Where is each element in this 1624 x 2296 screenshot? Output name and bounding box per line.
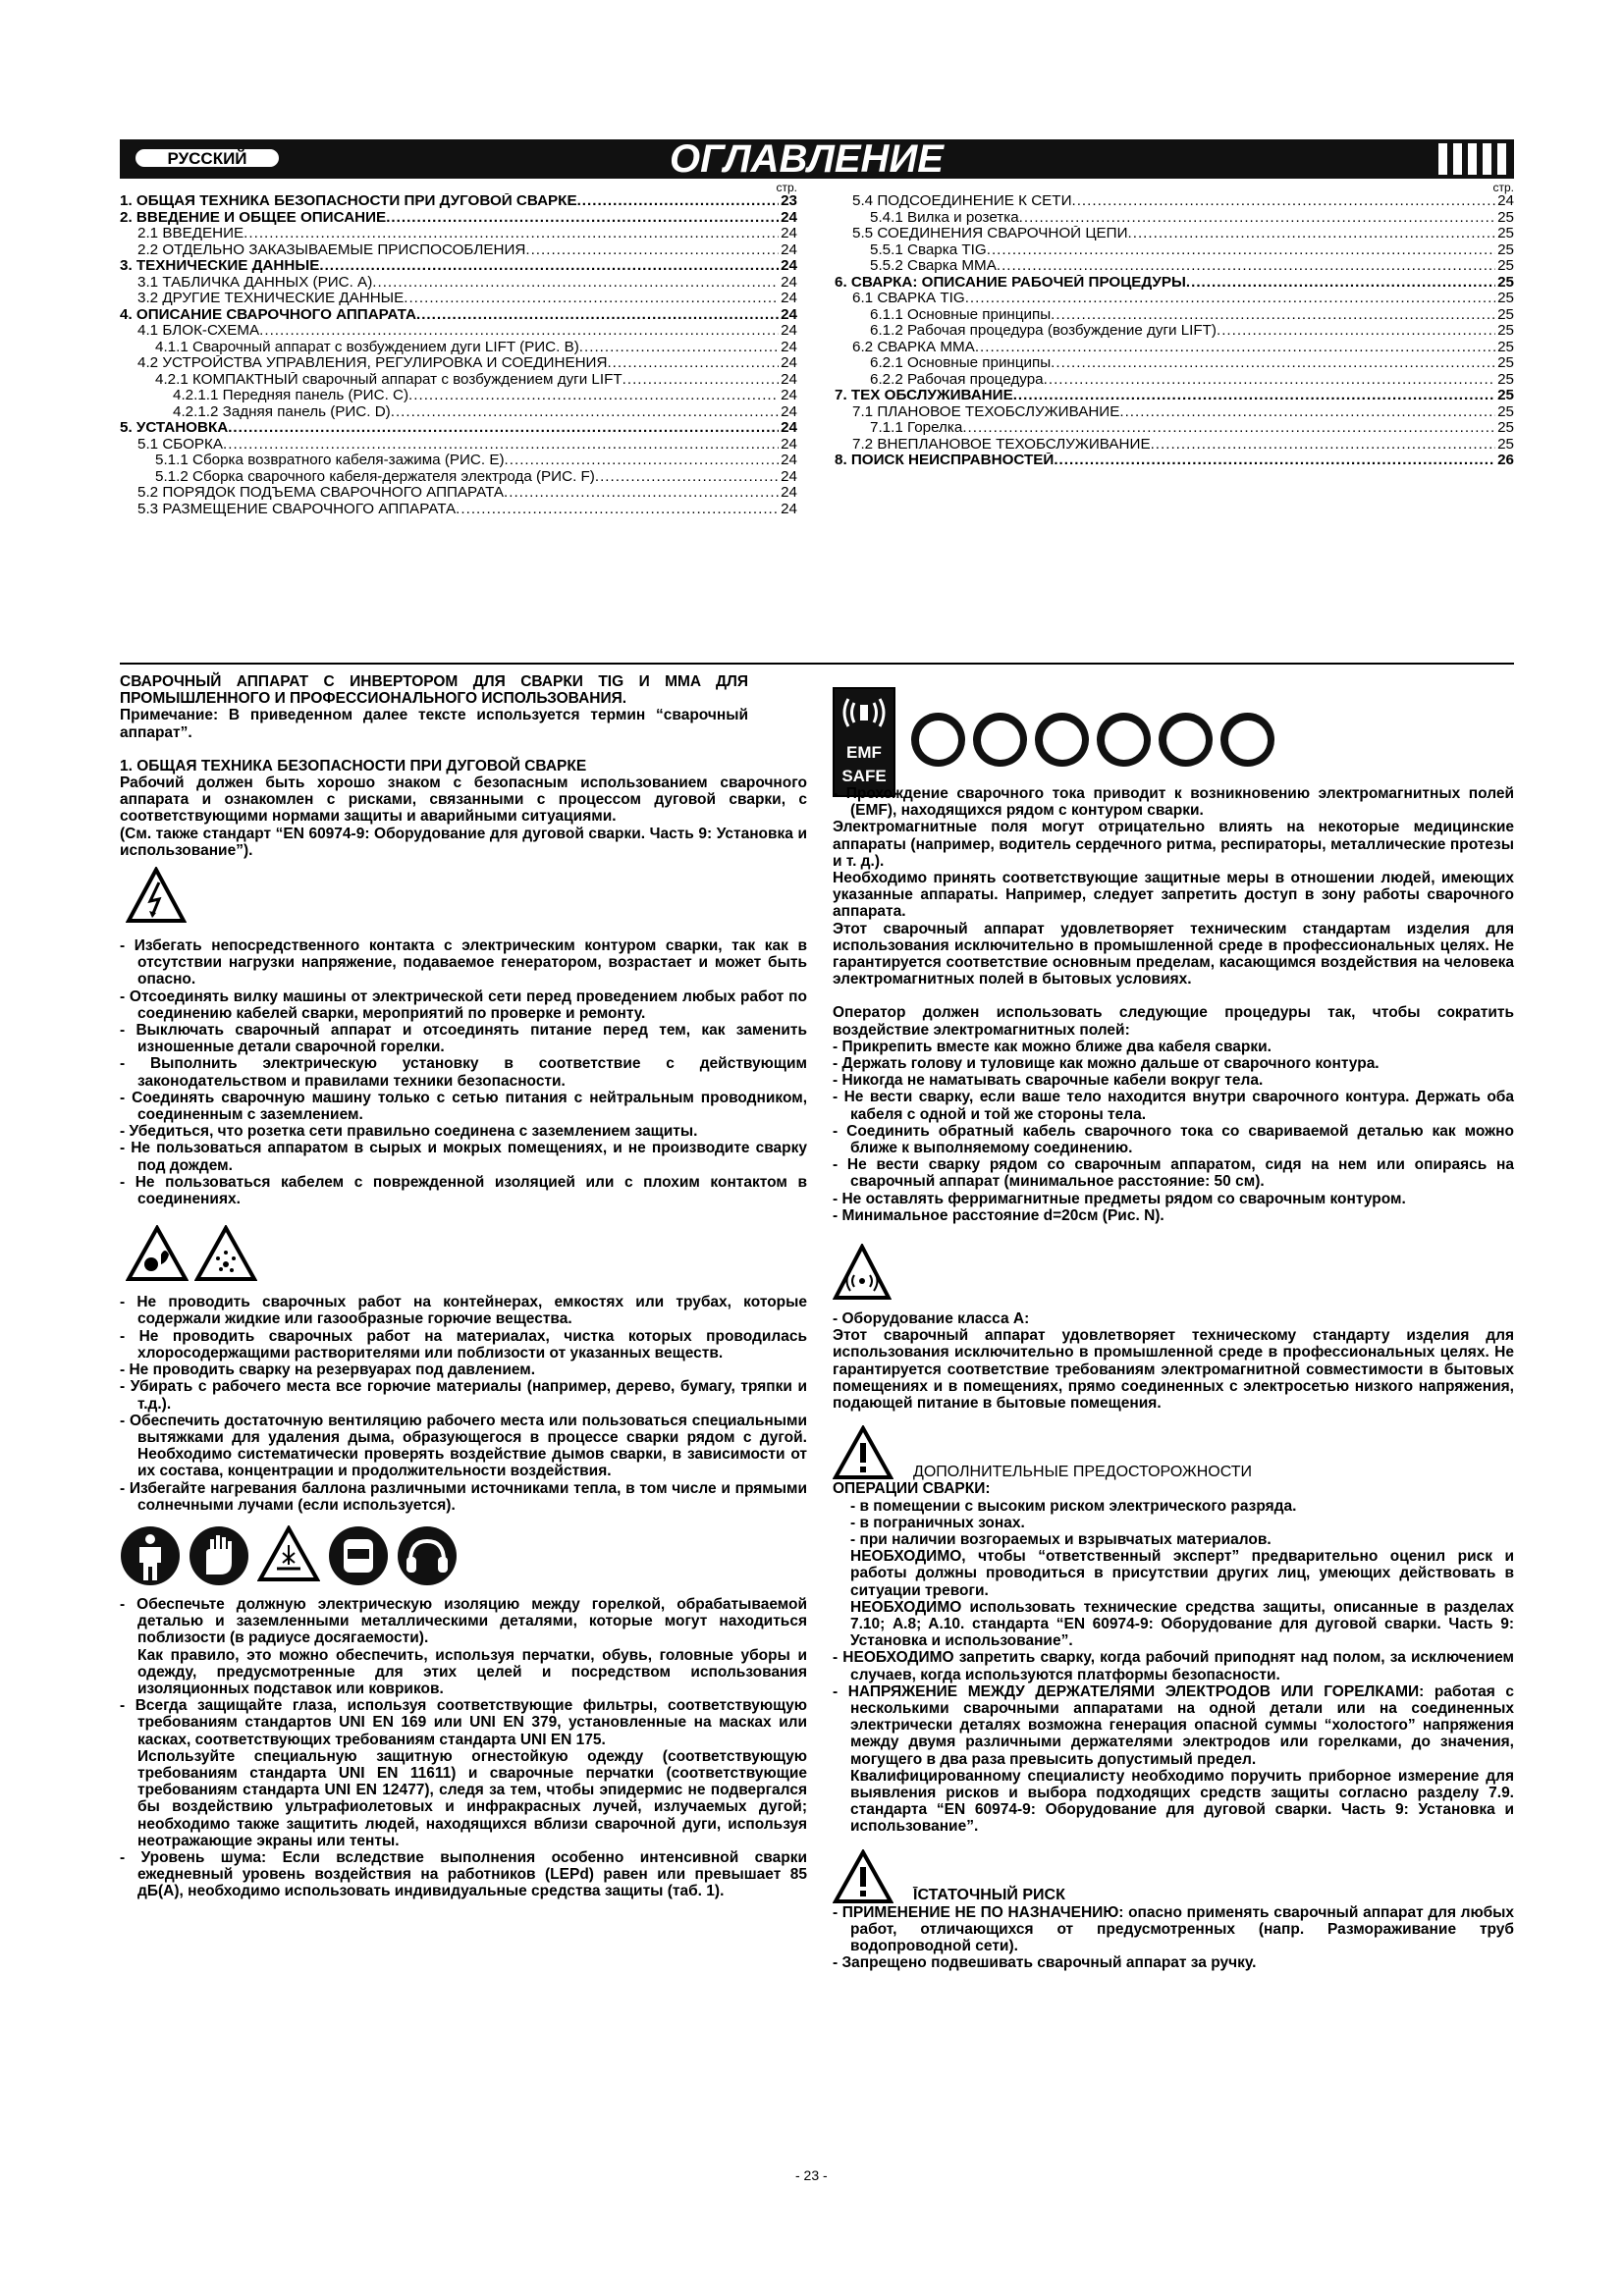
toc-leader-dots [505,453,780,469]
toc-entry [835,323,1514,340]
toc-entry [120,226,797,242]
toc-entry-title: 4. ОПИСАНИЕ СВАРОЧНОГО АППАРАТА [120,306,416,323]
toc-leader-dots [244,226,779,242]
fire-explosion-warning-icons [126,1225,807,1288]
toc-entry-title: 6.2.1 Основные принципы [870,355,1052,371]
toc-entry-title: 5.5 СОЕДИНЕНИЯ СВАРОЧНОЙ ЦЕПИ [852,226,1128,241]
page-title: ОГЛАВЛЕНИЕ [670,137,944,181]
electrical-safety-list [120,937,807,1207]
toc-entry-title: 6. СВАРКА: ОПИСАНИЕ РАБОЧЕЙ ПРОЦЕДУРЫ [835,274,1186,291]
toc-leader-dots [962,420,1495,437]
toc-leader-dots [1128,226,1496,242]
toc-entry-page: 25 [1497,209,1514,226]
toc-entry-page: 25 [1497,436,1514,453]
toc-leader-dots [1119,404,1495,421]
list-item: - Не проводить сварочных работ на материалах, чистка которых проводилась хлоросодержащими растворителями или поблизости от указанных веществ. [120,1327,807,1362]
toc-entry-page: 24 [781,485,797,501]
ppe-paragraph-1: - Обеспечьте должную электрическую изоляцию между горелкой, обрабатываемой деталью и заземленными металлическими деталями, которые могут находиться поблизости (в радиусе досягаемости). [120,1595,807,1647]
toc-entry [120,453,797,469]
toc-leader-dots [416,307,779,324]
toc-entry-title: 7.2 ВНЕПЛАНОВОЕ ТЕХОБСЛУЖИВАНИЕ [852,436,1151,453]
divider [120,663,1514,665]
toc-page-label: стр. [1492,181,1514,194]
toc-entry [835,275,1514,292]
toc-entry [120,307,797,324]
list-item: - Убирать с рабочего места все горючие материалы (например, дерево, бумагу, тряпки и т.д.). [120,1378,807,1413]
toc-entry-page: 25 [1497,241,1514,258]
ppe-paragraph-2: - Всегда защищайте глаза, используя соответствующие фильтры, соответствующую требованиям стандартов UNI EN 169 или UNI EN 379, установленные на масках или касках, соответствующих требованиям стандарта UNI EN 175. [120,1697,807,1748]
emf-paragraph-1: - Прохождение сварочного тока приводит к возникновению электромагнитных полей (EMF), находящихся рядом с контуром сварки. [833,785,1514,820]
list-item: - Не проводить сварку на резервуарах под давлением. [120,1362,536,1379]
toc-leader-dots [1186,275,1495,292]
toc-entry-page: 24 [781,355,797,371]
toc-entry [120,469,797,486]
toc-entry-title: 5. УСТАНОВКА [120,420,229,436]
list-item: - Соединить обратный кабель сварочного тока со свариваемой деталью как можно ближе к выполняемому соединению. [833,1122,1514,1157]
toc-entry [835,372,1514,389]
toc-entry-page: 24 [781,274,797,291]
list-item: - Избегать непосредственного контакта с электрическим контуром сварки, так как в отсутствии нагрузки напряжение, подаваемое генератором, возрастает и может быть опасно. [120,937,807,988]
toc-entry-page: 24 [781,388,797,403]
list-item: - Прикрепить вместе как можно ближе два кабеля сварки. [833,1038,1272,1055]
toc-entry-title: 5.4 ПОДСОЕДИНЕНИЕ К СЕТИ [852,193,1072,209]
extra-precautions-subtitle: ОПЕРАЦИИ СВАРКИ: [833,1480,991,1498]
operator-paragraph: Оператор должен использовать следующие процедуры так, чтобы сократить воздействие электромагнитных полей: [833,1004,1514,1039]
toc-entry-page: 25 [1497,226,1514,241]
toc-leader-dots [1051,307,1495,324]
toc-right-column [835,183,1514,469]
toc-entry-title: 5.1.1 Сборка возвратного кабеля-зажима (РИС. E) [155,453,505,468]
extra-paragraph-3: - НЕОБХОДИМО запретить сварку, когда рабочий приподнят над полом, за исключением случаев, когда используются платформы безопасности. [833,1649,1514,1683]
language-badge: РУССКИЙ [134,147,281,169]
prohibition-icon [1097,713,1151,767]
toc-entry [835,388,1514,404]
toc-leader-dots [623,372,779,389]
toc-entry-page: 24 [781,468,797,485]
toc-entry [120,258,797,275]
toc-entry-page: 24 [781,306,797,323]
toc-entry [835,437,1514,454]
toc-entry-page: 25 [1497,291,1514,306]
list-item: - Не пользоваться аппаратом в сырых и мокрых помещениях, и не производите сварку под дождем. [120,1140,807,1174]
toc-entry-title: 2. ВВЕДЕНИЕ И ОБЩЕЕ ОПИСАНИЕ [120,209,387,226]
list-item: - Отсоединять вилку машины от электрической сети перед проведением любых работ по соединению кабелей сварки, мероприятий по проверке и ремонту. [120,988,807,1022]
toc-entry [835,307,1514,324]
toc-leader-dots [386,210,779,227]
toc-left-column [120,183,797,517]
toc-entry-title: 1. ОБЩАЯ ТЕХНИКА БЕЗОПАСНОСТИ ПРИ ДУГОВОЙ СВАРКЕ [120,193,577,209]
toc-entry [835,355,1514,372]
emf-paragraph-3: Необходимо принять соответствующие защитные меры в отношении людей, имеющих указанные аппараты. Например, следует запретить доступ в зону работы сварочного аппарата. [833,870,1514,921]
toc-entry [120,372,797,389]
prohibition-icon [973,713,1027,767]
toc-entry [120,323,797,340]
toc-leader-dots [997,258,1495,275]
toc-entry-page: 25 [1497,323,1514,339]
list-item: - Не пользоваться кабелем с поврежденной изоляцией или с плохим контактом в соединениях. [120,1173,807,1208]
toc-entry [835,340,1514,356]
toc-entry [120,388,797,404]
toc-entry-title: 8. ПОИСК НЕИСПРАВНОСТЕЙ [835,453,1055,468]
toc-entry [835,404,1514,421]
toc-entry-page: 25 [1497,371,1514,388]
toc-entry-page: 24 [1497,193,1514,209]
toc-leader-dots [372,275,779,292]
toc-leader-dots [965,291,1495,307]
toc-leader-dots [1217,323,1495,340]
list-item: - Держать голову и туловище как можно дальше от сварочного контура. [833,1055,1380,1073]
toc-entry-title: 6.1.2 Рабочая процедура (возбуждение дуги LIFT) [870,323,1217,339]
extra-paragraph-1: НЕОБХОДИМО, чтобы “ответственный эксперт” предварительно оценил риск и работы должны проводиться в присутствии других лиц, умеющих действовать в ситуации тревоги. [850,1548,1514,1599]
toc-leader-dots [1151,437,1496,454]
toc-entry-title: 5.1 СБОРКА [137,436,224,453]
intro-note: Примечание: В приведенном далее тексте используется термин “сварочный аппарат”. [120,707,748,741]
prohibition-signs [911,713,1274,767]
emf-paragraph-2: Электромагнитные поля могут отрицательно влиять на некоторые медицинские аппараты (например, водитель сердечного ритма, респираторы, металлические протезы и т. д.). [833,819,1514,870]
prohibition-icon [911,713,965,767]
toc-entry-page: 24 [781,241,797,258]
toc-leader-dots [1054,453,1495,469]
toc-leader-dots [1051,355,1495,372]
toc-entry-title: 6.1.1 Основные принципы [870,306,1052,323]
noise-paragraph: - Уровень шума: Если вследствие выполнения особенно интенсивной сварки ежедневный уровень воздействия на работников (LEPd) равен или превышает 85 дБ(A), необходимо использовать индивидуальные средства защиты (таб. 1). [120,1848,807,1900]
caution-icon [833,1849,893,1904]
toc-entry [120,291,797,307]
emf-safe-icon [833,687,895,797]
toc-entry [120,210,797,227]
toc-entry-page: 25 [1497,339,1514,355]
ppe-paragraph-1b: Как правило, это можно обеспечить, используя перчатки, обувь, головные уборы и одежду, предусмотренные для этих целей и посредством использования изоляционных подставок или ковриков. [137,1646,807,1697]
toc-entry-page: 24 [781,291,797,306]
intro-title: СВАРОЧНЫЙ АППАРАТ С ИНВЕРТОРОМ ДЛЯ СВАРКИ TIG И MMA ДЛЯ ПРОМЫШЛЕННОГО И ПРОФЕССИОНАЛЬНОГО ИСПОЛЬЗОВАНИЯ. [120,673,748,708]
toc-entry [120,242,797,259]
list-item: - Избегайте нагревания баллона различными источниками тепла, в том числе и прямыми солнечными лучами (если используется). [120,1479,807,1514]
toc-entry [120,485,797,502]
extra-paragraph-4: - НАПРЯЖЕНИЕ МЕЖДУ ДЕРЖАТЕЛЯМИ ЭЛЕКТРОДОВ ИЛИ ГОРЕЛКАМИ: работая с несколькими сварочными аппаратами на одной детали или на соединенных электрически деталях возможна генерация опасной суммы “холостого” напряжения между двумя различными держателями электродов или горелками, до значения, могущего в два раза превысить допустимый предел. [833,1682,1514,1768]
caution-icon [833,1425,893,1480]
list-item: - Не вести сварку рядом со сварочным аппаратом, сидя на нем или опираясь на сварочный аппарат (минимальное расстояние: 50 см). [833,1156,1514,1191]
toc-entry-page: 24 [781,501,797,517]
toc-entry-title: 6.2.2 Рабочая процедура [870,371,1044,388]
toc-entry-page: 25 [1497,258,1514,274]
toc-leader-dots [975,340,1495,356]
list-item: - Убедиться, что розетка сети правильно соединена с заземлением защиты. [120,1123,698,1141]
toc-entry-title: 6.2 СВАРКА MMA [852,339,975,355]
toc-entry-page: 24 [781,339,797,355]
toc-entry-page: 24 [781,209,797,226]
toc-entry [835,193,1514,210]
section-1-standard: (См. также стандарт “EN 60974-9: Оборудование для дуговой сварки. Часть 9: Установка и использование”). [120,825,807,859]
class-a-title: - Оборудование класса A: [833,1310,1030,1328]
toc-entry-title: 3. ТЕХНИЧЕСКИЕ ДАННЫЕ [120,258,320,274]
section-1-title: 1. ОБЩАЯ ТЕХНИКА БЕЗОПАСНОСТИ ПРИ ДУГОВОЙ СВАРКЕ [120,757,587,774]
toc-entry-page: 24 [781,453,797,468]
class-a-paragraph: Этот сварочный аппарат удовлетворяет техническому стандарту изделия для использования исключительно в промышленной среде в профессиональных целях. Не гарантируется соответствие требованиям электромагнитной совместимости в бытовых помещениях и в помещениях, прямо соединенных с электросетью низкого напряжения, подающей питание в бытовые помещения. [833,1327,1514,1413]
toc-leader-dots [391,404,779,421]
toc-leader-dots [223,437,779,454]
fire-safety-list [120,1294,807,1514]
list-item: - Не вести сварку, если ваше тело находится внутри сварочного контура. Держать оба кабеля с одной и той же стороны тела. [833,1089,1514,1123]
toc-entry [835,258,1514,275]
toc-entry [120,193,797,210]
toc-entry-title: 4.1.1 Сварочный аппарат с возбуждением дуги LIFT (РИС. B) [155,339,579,355]
toc-entry-title: 5.2 ПОРЯДОК ПОДЪЕМА СВАРОЧНОГО АППАРАТА [137,485,505,501]
toc-entry-title: 4.1 БЛОК-СХЕМА [137,323,260,339]
toc-leader-dots [607,355,779,372]
list-item: - Не оставлять ферримагнитные предметы рядом со сварочным контуром. [833,1190,1406,1207]
ppe-icons [120,1525,807,1590]
toc-entry-title: 5.1.2 Сборка сварочного кабеля-держателя электрода (РИС. F) [155,468,595,485]
right-column [833,785,1514,1971]
toc-entry-title: 5.4.1 Вилка и розетка [870,209,1019,226]
list-item: - в помещении с высоким риском электрического разряда. [850,1497,1297,1515]
prohibition-icon [1035,713,1089,767]
residual-paragraph-1: - ПРИМЕНЕНИЕ НЕ ПО НАЗНАЧЕНИЮ: опасно применять сварочный аппарат для любых работ, отличающихся от предусмотренных (напр. Размораживание труб водопроводной сети). [833,1903,1514,1954]
electric-shock-warning-icon [126,867,807,928]
toc-entry-page: 25 [1497,274,1514,291]
toc-entry [835,226,1514,242]
header-bars-decoration [1438,143,1506,175]
residual-paragraph-2: - Запрещено подвешивать сварочный аппарат за ручку. [833,1954,1257,1972]
toc-leader-dots [456,502,779,518]
toc-leader-dots [987,242,1495,259]
radiation-warning-icon [833,1244,1514,1305]
toc-entry [120,420,797,437]
toc-entry-title: 2.2 ОТДЕЛЬНО ЗАКАЗЫВАЕМЫЕ ПРИСПОСОБЛЕНИЯ [137,241,526,258]
toc-leader-dots [595,469,779,486]
list-item: - Обеспечить достаточную вентиляцию рабочего места или пользоваться специальными вытяжками для удаления дыма, образующегося в процессе сварки рядом с дугой. Необходимо систематически проверять воздействие дымов сварки, в зависимости от их состава, концентрации и продолжительности воздействия. [120,1412,807,1480]
toc-entry [120,275,797,292]
toc-leader-dots [1044,372,1495,389]
toc-entry-title: 5.3 РАЗМЕЩЕНИЕ СВАРОЧНОГО АППАРАТА [137,501,457,517]
toc-entry [120,340,797,356]
list-item: - Выполнить электрическую установку в соответствие с действующим законодательством и правилами техники безопасности. [120,1055,807,1090]
toc-entry [835,291,1514,307]
toc-entry-title: 4.2.1 КОМПАКТНЫЙ сварочный аппарат с возбуждением дуги LIFT [155,371,623,388]
extra-precautions-title: ДОПОЛНИТЕЛЬНЫЕ ПРЕДОСТОРОЖНОСТИ [913,1464,1253,1481]
toc-entry-title: 3.2 ДРУГИЕ ТЕХНИЧЕСКИЕ ДАННЫЕ [137,291,405,306]
toc-entry-page: 24 [781,258,797,274]
toc-entry [120,502,797,518]
toc-entry-title: 6.1 СВАРКА TIG [852,291,965,306]
toc-leader-dots [319,258,779,275]
toc-entry-title: 4.2.1.2 Задняя панель (РИС. D) [173,403,391,420]
toc-entry [835,210,1514,227]
toc-leader-dots [1013,388,1495,404]
toc-leader-dots [525,242,779,259]
toc-entry-page: 24 [781,436,797,453]
toc-entry-page: 25 [1497,388,1514,403]
extra-paragraph-2: НЕОБХОДИМО использовать технические средства защиты, описанные в разделах 7.10; A.8; A.10. стандарта “EN 60974-9: Оборудование для дуговой сварки. Часть 9: Установка и использование”. [850,1598,1514,1650]
emf-safe-label: EMF SAFE [841,743,887,785]
extra-precautions-list [833,1498,1514,1549]
residual-risk-title: ĪСТАТОЧНЫЙ РИСК [913,1887,1065,1904]
toc-entry [835,420,1514,437]
toc-entry-page: 25 [1497,420,1514,436]
left-column [120,673,807,1900]
toc-entry [835,242,1514,259]
toc-entry [120,355,797,372]
toc-entry-page: 24 [781,403,797,420]
page-number: - 23 - [795,2167,828,2183]
section-1-paragraph: Рабочий должен быть хорошо знаком с безопасным использованием сварочного аппарата и ознакомлен с рисками, связанными с процессом дуговой сварки, с соответствующими нормами защиты и аварийными ситуациями. [120,774,807,826]
toc-entry-page: 24 [781,226,797,241]
list-item: - в пограничных зонах. [850,1514,1025,1531]
toc-entry [120,404,797,421]
toc-entry-title: 4.2.1.1 Передняя панель (РИС. C) [173,388,409,403]
list-item: - Выключать сварочный аппарат и отсоединять питание перед тем, как заменить изношенные детали сварочной горелки. [120,1022,807,1056]
toc-leader-dots [1071,193,1495,210]
toc-leader-dots [579,340,779,356]
toc-entry-title: 3.1 ТАБЛИЧКА ДАННЫХ (РИС. A) [137,274,373,291]
toc-entry-page: 23 [781,193,797,209]
toc-entry-title: 2.1 ВВЕДЕНИЕ [137,226,244,241]
toc-entry-title: 5.5.2 Сварка MMA [870,258,997,274]
list-item: - Соединять сварочную машину только с сетью питания с нейтральным проводником, соединенным с заземлением. [120,1089,807,1124]
toc-entry-page: 24 [781,420,797,436]
header-bar [120,139,1514,179]
toc-entry-page: 24 [781,323,797,339]
list-item: - Не проводить сварочных работ на контейнерах, емкостях или трубах, которые содержали жидкие или газообразные горючие вещества. [120,1294,807,1328]
list-item: - при наличии возгораемых и взрывчатых материалов. [850,1530,1272,1548]
toc-leader-dots [1019,210,1495,227]
prohibition-icon [1220,713,1274,767]
prohibition-icon [1159,713,1213,767]
toc-leader-dots [259,323,779,340]
toc-entry-title: 7. ТЕХ ОБСЛУЖИВАНИЕ [835,388,1013,403]
toc-leader-dots [228,420,779,437]
toc-entry-page: 25 [1497,355,1514,371]
toc-entry [835,453,1514,469]
toc-leader-dots [404,291,779,307]
toc-entry-title: 5.5.1 Сварка TIG [870,241,987,258]
operator-procedures-list [833,1039,1514,1224]
emf-paragraph-4: Этот сварочный аппарат удовлетворяет техническим стандартам изделия для использования исключительно в промышленной среде в профессиональных целях. Не гарантируется соответствие основным пределам, касающимся воздействия на человека электромагнитных полей в бытовых условиях. [833,920,1514,988]
toc-entry-title: 7.1 ПЛАНОВОЕ ТЕХОБСЛУЖИВАНИЕ [852,403,1120,420]
toc-entry-page: 25 [1497,403,1514,420]
toc-entry-page: 26 [1497,453,1514,468]
toc-leader-dots [504,485,779,502]
toc-entry-page: 24 [781,371,797,388]
list-item: - Никогда не наматывать сварочные кабели вокруг тела. [833,1072,1264,1090]
extra-paragraph-5: Квалифицированному специалисту необходимо поручить приборное измерение для выявления рисков и выбора подходящих средств защиты согласно разделу 7.9. стандарта “EN 60974-9: Оборудование для дуговой сварки. Часть 9: Установка и использование”. [850,1767,1514,1836]
toc-entry-page: 25 [1497,306,1514,323]
toc-entry-title: 7.1.1 Горелка [870,420,963,436]
toc-page-label: стр. [776,181,797,194]
ppe-paragraph-2b: Используйте специальную защитную огнестойкую одежду (соответствующую требованиям стандарта UNI EN 11611) и сварочные перчатки (соответствующие требованиям стандарта UNI EN 12477), следя за тем, чтобы эпидермис не подвергался бы воздействию ультрафиолетовых и инфракрасных лучей, излучаемых дугой; необходимо также защитить людей, находящихся вблизи сварочной дуги, используя неотражающие экраны или тенты. [137,1747,807,1849]
list-item: - Минимальное расстояние d=20см (Рис. N). [833,1206,1164,1224]
toc-entry-title: 4.2 УСТРОЙСТВА УПРАВЛЕНИЯ, РЕГУЛИРОВКА И СОЕДИНЕНИЯ [137,355,608,371]
toc-entry [120,437,797,454]
toc-leader-dots [408,388,779,404]
toc-leader-dots [577,193,780,210]
